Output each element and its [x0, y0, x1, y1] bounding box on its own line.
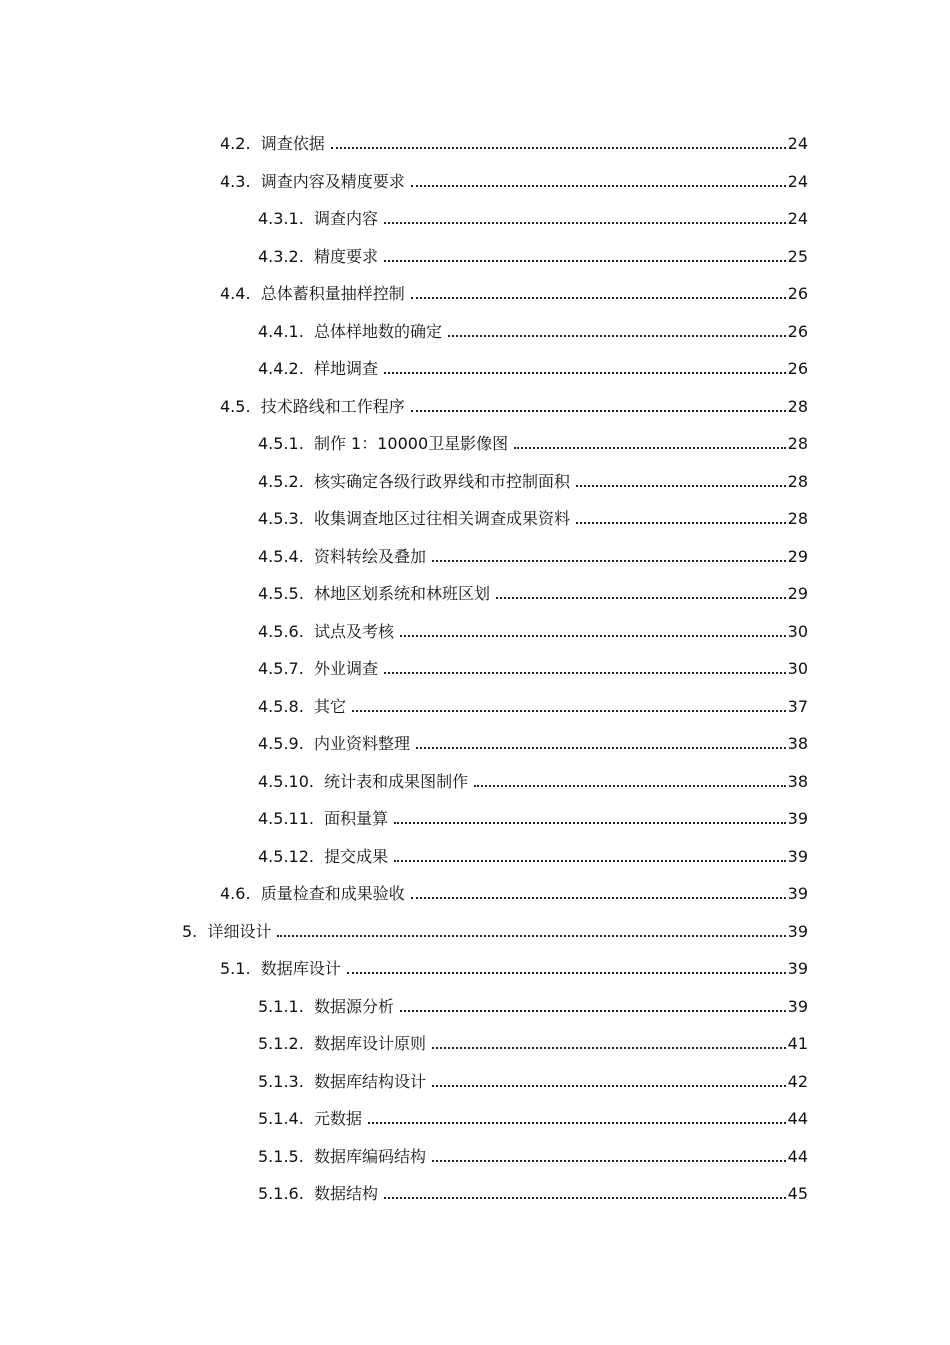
toc-entry[interactable] — [258, 643, 808, 679]
toc-entry[interactable] — [258, 531, 808, 567]
toc-entry-number: 4.5.2. — [258, 471, 304, 491]
toc-page-number: 29 — [787, 584, 808, 603]
toc-entry-label — [258, 772, 470, 792]
toc-entry[interactable] — [258, 756, 808, 792]
toc-dot-leader — [277, 935, 785, 937]
toc-entry-number: 4.3.1. — [258, 209, 304, 228]
toc-page-number: 39 — [787, 921, 808, 941]
toc-dot-leader — [576, 485, 786, 487]
toc-dot-leader — [384, 372, 786, 374]
toc-dot-leader — [400, 635, 786, 637]
toc-entry-label — [258, 247, 380, 267]
toc-dot-leader — [411, 897, 786, 899]
toc-dot-leader — [576, 522, 786, 524]
toc-entry-title: 技术路线和工作程序 — [260, 396, 405, 416]
toc-entry-label — [258, 1147, 428, 1167]
toc-entry-title: 详细设计 — [207, 921, 272, 941]
toc-entry[interactable] — [220, 118, 808, 154]
toc-entry-label — [258, 622, 396, 642]
toc-entry-number: 5.1.2. — [258, 1034, 304, 1053]
toc-entry-number: 4.5.4. — [258, 546, 304, 566]
toc-entry-title: 总体蓄积量抽样控制 — [260, 284, 405, 303]
toc-entry-title: 元数据 — [313, 1109, 362, 1128]
toc-entry-label — [258, 434, 510, 454]
toc-page-number: 39 — [787, 959, 808, 978]
toc-entry-title: 收集调查地区过往相关调查成果资料 — [313, 509, 570, 528]
toc-page-number: 38 — [787, 771, 808, 791]
toc-entry-label — [258, 734, 412, 754]
toc-entry-number: 5.1.1. — [258, 996, 304, 1016]
toc-entry-title: 数据库设计 — [260, 959, 341, 978]
toc-entry-title: 试点及考核 — [313, 621, 394, 641]
toc-entry-title: 资料转绘及叠加 — [313, 546, 426, 566]
toc-entry-title: 数据源分析 — [313, 996, 394, 1016]
toc-entry-title: 调查内容 — [313, 209, 378, 228]
toc-entry[interactable] — [258, 568, 808, 604]
toc-page-number: 39 — [787, 809, 808, 828]
toc-entry-title: 统计表和成果图制作 — [324, 771, 469, 791]
toc-entry-label — [258, 584, 492, 604]
toc-entry-title: 数据结构 — [313, 1184, 378, 1203]
toc-dot-leader — [368, 1122, 786, 1124]
toc-page-number: 28 — [787, 396, 808, 416]
toc-dot-leader — [384, 672, 786, 674]
toc-entry-title: 数据库结构设计 — [313, 1071, 426, 1091]
toc-entry-number: 4.5.8. — [258, 696, 304, 716]
toc-entry[interactable] — [258, 831, 808, 867]
toc-dot-leader — [496, 597, 786, 599]
toc-entry[interactable] — [258, 718, 808, 754]
toc-entry[interactable] — [258, 981, 808, 1017]
toc-entry-number: 4.4. — [220, 284, 251, 303]
toc-entry[interactable] — [220, 943, 808, 979]
toc-entry-number: 4.5.11. — [258, 809, 314, 828]
toc-page-number: 24 — [787, 134, 808, 153]
toc-entry-number: 4.6. — [220, 884, 251, 903]
toc-entry[interactable] — [258, 456, 808, 492]
toc-dot-leader — [384, 1197, 786, 1199]
toc-entry-label — [258, 1072, 428, 1092]
toc-entry-title: 总体样地数的确定 — [313, 321, 442, 341]
toc-dot-leader — [347, 972, 786, 974]
toc-dot-leader — [474, 785, 785, 787]
toc-entry-number: 4.3.2. — [258, 246, 304, 266]
toc-entry-label — [220, 884, 407, 904]
toc-entry[interactable] — [258, 681, 808, 717]
toc-dot-leader — [432, 1160, 786, 1162]
toc-dot-leader — [432, 1047, 786, 1049]
toc-entry-label — [182, 922, 273, 942]
toc-entry[interactable] — [258, 1093, 808, 1129]
toc-page-number: 38 — [787, 734, 808, 753]
toc-dot-leader — [384, 222, 786, 224]
toc-dot-leader — [448, 335, 786, 337]
toc-entry[interactable] — [258, 1168, 808, 1204]
toc-entry[interactable] — [220, 381, 808, 417]
toc-page-number: 29 — [787, 546, 808, 566]
toc-page-number: 26 — [787, 284, 808, 303]
toc-entry-number: 4.5.12. — [258, 846, 314, 866]
toc-dot-leader — [394, 822, 785, 824]
toc-entry-title: 外业调查 — [313, 659, 378, 678]
toc-entry-number: 4.5. — [220, 396, 251, 416]
toc-entry-label — [220, 397, 407, 417]
toc-entry-title: 数据库设计原则 — [313, 1034, 426, 1053]
toc-entry-number: 4.5.6. — [258, 621, 304, 641]
toc-page-number: 30 — [787, 621, 808, 641]
toc-entry-title: 质量检查和成果验收 — [260, 884, 405, 903]
toc-entry-label — [220, 172, 407, 192]
toc-entry[interactable] — [258, 306, 808, 342]
toc-page-number: 45 — [787, 1184, 808, 1203]
toc-dot-leader — [432, 560, 786, 562]
toc-page-number: 30 — [787, 659, 808, 678]
toc-entry[interactable] — [258, 231, 808, 267]
toc-entry-label — [220, 959, 343, 979]
toc-entry-number: 5.1. — [220, 959, 251, 978]
toc-entry-number: 4.5.9. — [258, 734, 304, 753]
toc-entry-label — [220, 284, 407, 304]
toc-entry[interactable] — [220, 268, 808, 304]
toc-page-number: 28 — [787, 434, 808, 453]
toc-entry-number: 5.1.5. — [258, 1146, 304, 1166]
toc-page-number: 28 — [787, 509, 808, 528]
toc-dot-leader — [411, 410, 786, 412]
toc-entry[interactable] — [258, 1056, 808, 1092]
toc-page-number: 25 — [787, 246, 808, 266]
toc-entry[interactable] — [258, 493, 808, 529]
toc-entry-label — [220, 134, 327, 154]
toc-entry[interactable] — [258, 793, 808, 829]
toc-page-number: 39 — [787, 846, 808, 866]
toc-entry[interactable] — [258, 606, 808, 642]
toc-dot-leader — [384, 260, 786, 262]
toc-entry-title: 林地区划系统和林班区划 — [313, 584, 490, 603]
toc-dot-leader — [352, 710, 786, 712]
toc-entry-title: 核实确定各级行政界线和市控制面积 — [313, 471, 570, 491]
toc-dot-leader — [416, 747, 786, 749]
toc-entry[interactable] — [258, 1018, 808, 1054]
toc-entry-number: 4.5.10. — [258, 771, 314, 791]
toc-entry-title: 精度要求 — [313, 246, 378, 266]
toc-entry-label — [258, 547, 428, 567]
toc-page-number: 26 — [787, 359, 808, 378]
toc-entry-number: 4.5.7. — [258, 659, 304, 678]
toc-entry-number: 4.2. — [220, 134, 251, 153]
toc-entry-title: 提交成果 — [324, 846, 389, 866]
toc-entry-label — [258, 697, 348, 717]
toc-entry-title: 样地调查 — [313, 359, 378, 378]
toc-entry-label — [258, 1109, 364, 1129]
toc-entry-label — [258, 209, 380, 229]
toc-entry[interactable] — [258, 418, 808, 454]
toc-entry-number: 5.1.3. — [258, 1071, 304, 1091]
toc-entry[interactable] — [258, 193, 808, 229]
toc-entry-number: 5.1.4. — [258, 1109, 304, 1128]
toc-entry-label — [258, 472, 572, 492]
toc-entry-number: 4.5.5. — [258, 584, 304, 603]
toc-entry-label — [258, 847, 390, 867]
toc-entry-title: 内业资料整理 — [313, 734, 410, 753]
toc-entry-title: 数据库编码结构 — [313, 1146, 426, 1166]
toc-entry[interactable] — [220, 156, 808, 192]
toc-dot-leader — [400, 1010, 786, 1012]
toc-page-number: 37 — [787, 696, 808, 716]
toc-entry[interactable] — [220, 868, 808, 904]
toc-entry-number: 4.5.3. — [258, 509, 304, 528]
toc-entry-title: 调查依据 — [260, 134, 325, 153]
toc-entry-title: 面积量算 — [324, 809, 389, 828]
toc-entry-label — [258, 509, 572, 529]
toc-entry-number: 5. — [182, 921, 198, 941]
toc-dot-leader — [331, 147, 786, 149]
toc-dot-leader — [411, 185, 786, 187]
toc-entry-title: 制作 1：10000卫星影像图 — [313, 434, 509, 453]
toc-entry-label — [258, 1034, 428, 1054]
toc-entry[interactable] — [182, 906, 808, 942]
toc-page-number: 44 — [787, 1109, 808, 1128]
toc-dot-leader — [411, 297, 786, 299]
toc-page-number: 39 — [787, 996, 808, 1016]
toc-entry-number: 4.3. — [220, 171, 251, 191]
toc-dot-leader — [394, 860, 785, 862]
toc-page-number: 28 — [787, 471, 808, 491]
toc-entry-title: 其它 — [313, 696, 346, 716]
toc-entry-number: 4.4.1. — [258, 321, 304, 341]
toc-entry-label — [258, 359, 380, 379]
toc-page-number: 41 — [787, 1034, 808, 1053]
toc-entry[interactable] — [258, 343, 808, 379]
toc-page-number: 24 — [787, 209, 808, 228]
toc-entry-label — [258, 322, 444, 342]
toc-entry-label — [258, 809, 390, 829]
toc-page-number: 42 — [787, 1071, 808, 1091]
toc-page-number: 26 — [787, 321, 808, 341]
toc-entry-title: 调查内容及精度要求 — [260, 171, 405, 191]
toc-dot-leader — [514, 447, 786, 449]
toc-entry-label — [258, 659, 380, 679]
toc-entry-number: 4.5.1. — [258, 434, 304, 453]
toc-entry-number: 4.4.2. — [258, 359, 304, 378]
toc-entry-label — [258, 997, 396, 1017]
toc-entry-number: 5.1.6. — [258, 1184, 304, 1203]
toc-entry-label — [258, 1184, 380, 1204]
toc-page-number: 24 — [787, 171, 808, 191]
toc-dot-leader — [432, 1085, 786, 1087]
toc-entry[interactable] — [258, 1131, 808, 1167]
toc-page-number: 39 — [787, 884, 808, 903]
toc-page-number: 44 — [787, 1146, 808, 1166]
